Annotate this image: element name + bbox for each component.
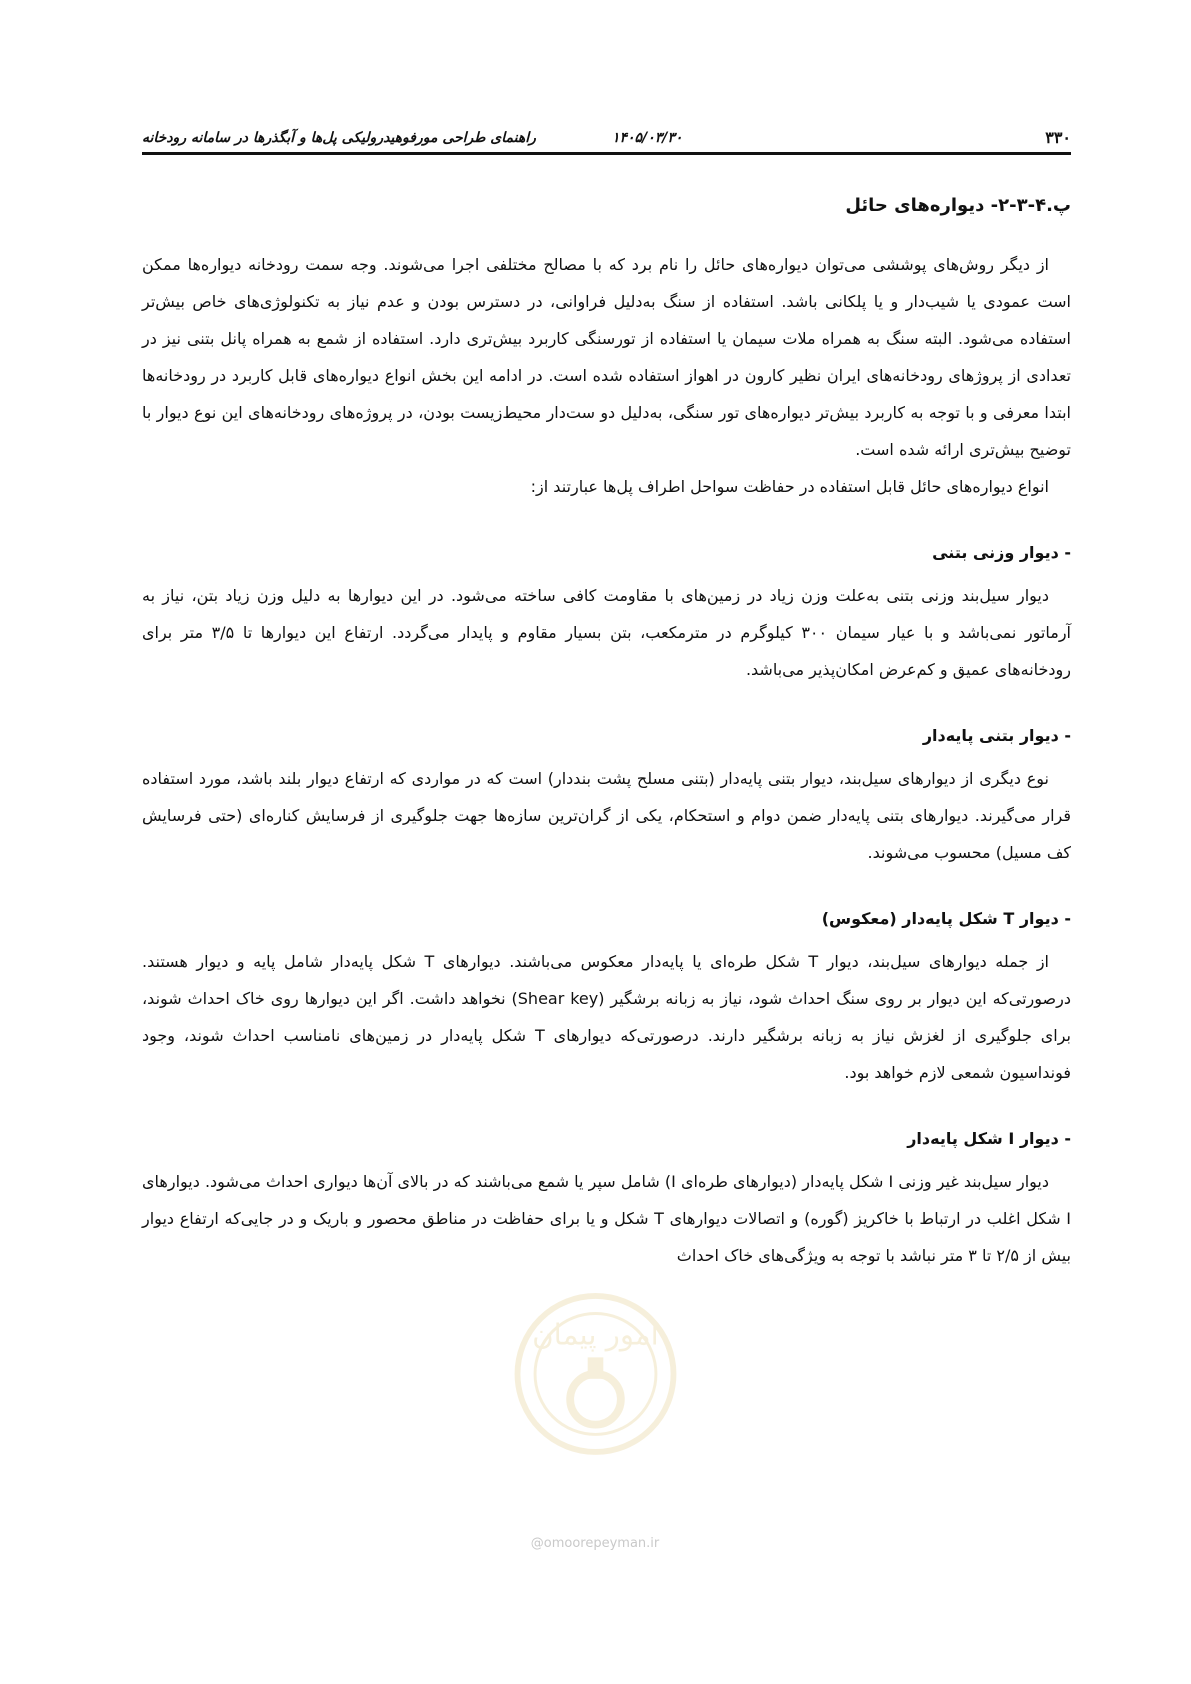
section-paragraph: از دیگر روش‌های پوششی می‌توان دیواره‌های حائل را نام برد که با مصالح مختلفی اجرا می‌شوند. وجه سمت رودخانه دیواره‌ها ممکن است عمودی یا شیب‌دار و یا پلکانی باشد. استفاده از سنگ به‌دلیل فراوانی، در دسترس بودن و عدم نیاز به تکنولوژی‌های خاص بیش‌تر استفاده می‌شود. البته سنگ به همراه ملات سیمان یا استفاده از تورسنگی کاربرد بیش‌تری دارد. استفاده از شمع به همراه پانل بتنی نیز در تعدادی از پروژهای رودخانه‌های ایران نظیر کارون در اهواز استفاده شده است. در ادامه این بخش انواع دیواره‌های قابل کاربرد در رودخانه‌ها ابتدا معرفی و با توجه به کاربرد بیش‌تر دیواره‌های تور سنگی، به‌دلیل دو ست‌دار محیط‌زیست بودن، در پروژه‌های رودخانه‌های این نوع دیوار با توضیح بیش‌تری ارائه شده است. [142,255,1071,459]
subsection-title: - دیوار T شکل پایه‌دار (معکوس) [821,909,1071,928]
subsection-paragraph: دیوار سیل‌بند وزنی بتنی به‌علت وزن زیاد در زمین‌های با مقاومت کافی ساخته می‌شود. در این دیوارها به دلیل وزن زیاد بتن، نیاز به آرماتور نمی‌باشد و با عیار سیمان ۳۰۰ کیلوگرم در مترمکعب، بتن بسیار مقاوم و پایدار می‌گردد. ارتفاع این دیوارها تا ۳/۵ متر برای رودخانه‌های عمیق و کم‌عرض امکان‌پذیر می‌باشد. [142,586,1072,679]
section-title: پ.۴-۳-۲- دیواره‌های حائل [845,195,1071,216]
watermark-logo-text: امور پیمان [532,1317,659,1352]
page-number: ۳۳۰ [1045,128,1071,147]
page-header [142,118,1071,155]
subsection-title: - دیوار وزنی بتنی [932,543,1071,562]
subsection-paragraph: دیوار سیل‌بند غیر وزنی I شکل پایه‌دار (دیوارهای طره‌ای I) شامل سپر یا شمع می‌باشند که در بالای آن‌ها دیواری احداث می‌شود. دیوارهای I شکل اغلب در ارتباط با خاکریز (گوره) و اتصالات دیوارهای T شکل و یا برای حفاظت در مناطق محصور و باریک و در جایی‌که ارتفاع دیوار بیش از ۲/۵ تا ۳ متر نباشد با توجه به ویژگی‌های خاک احداث [142,1172,1072,1265]
header-title: راهنمای طراحی مورفوهیدرولیکی پل‌ها و آبگذرها در سامانه رودخانه [142,130,536,146]
header-date: ۱۴۰۵/۰۳/۳۰ [612,130,683,146]
subsection-title: - دیوار I شکل پایه‌دار [907,1129,1071,1148]
watermark-text: @omoorepeyman.ir [530,1536,660,1551]
watermark-logo [498,1282,693,1462]
page-content [142,190,1071,1274]
section-paragraph: انواع دیواره‌های حائل قابل استفاده در حفاظت سواحل اطراف پل‌ها عبارتند از: [530,477,1049,496]
subsection-paragraph: نوع دیگری از دیوارهای سیل‌بند، دیوار بتنی پایه‌دار (بتنی مسلح پشت بنددار) است که در مواردی که ارتفاع دیوار بلند باشد، مورد استفاده قرار می‌گیرند. دیوارهای بتنی پایه‌دار ضمن دوام و استحکام، یکی از گران‌ترین سازه‌ها جهت جلوگیری از فرسایش کناره‌ای (حتی فرسایش کف مسیل) محسوب می‌شوند. [142,769,1071,862]
subsection-title: - دیوار بتنی پایه‌دار [922,726,1071,745]
subsection-paragraph: از جمله دیوارهای سیل‌بند، دیوار T شکل طره‌ای یا پایه‌دار معکوس می‌باشند. دیوارهای T شکل پایه‌دار شامل پایه و دیوار هستند. درصورتی‌که این دیوار بر روی سنگ احداث شود، نیاز به زبانه برشگیر (Shear key) نخواهد داشت. اگر این دیوارها روی خاک احداث شوند، برای جلوگیری از لغزش نیاز به زبانه برشگیر دارند. درصورتی‌که دیوارهای T شکل پایه‌دار در زمین‌های نامناسب احداث شوند، وجود فونداسیون شمعی لازم خواهد بود. [142,952,1072,1082]
